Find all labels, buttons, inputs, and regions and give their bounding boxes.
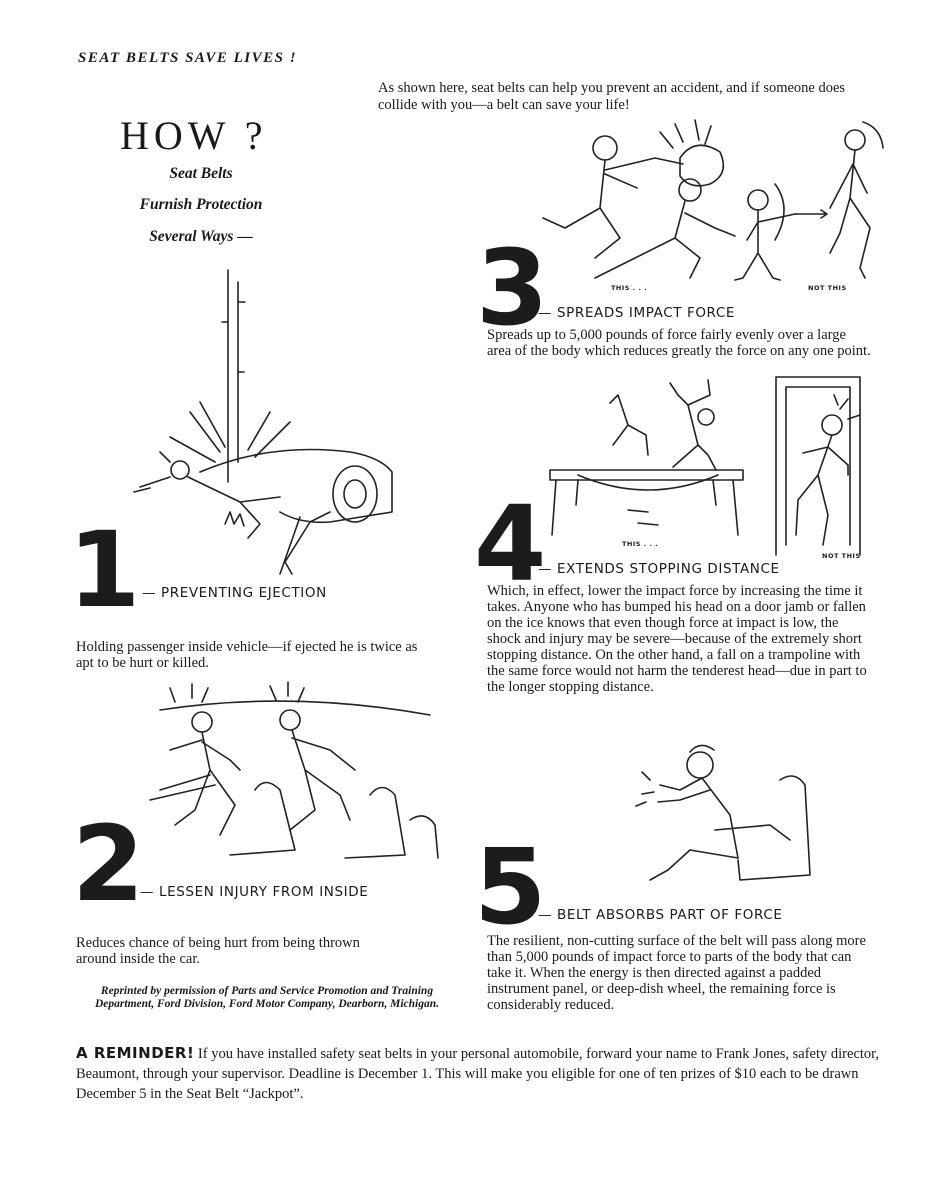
reminder-text: If you have installed safety seat belts in your personal automobile, forward your name to Frank Jones, safety director, Beaumont, through your supervisor. Deadline is December 1. This will make you eligible for one of ten prizes of $10 each to be drawn December 5 in the Seat Belt “Jackpot”. bbox=[76, 1046, 880, 1102]
subtitle-line-3: Several Ways — bbox=[149, 228, 253, 245]
section-1-heading: — PREVENTING EJECTION bbox=[142, 585, 327, 601]
section-3-heading: — SPREADS IMPACT FORCE bbox=[538, 305, 736, 321]
section-1-text: Holding passenger inside vehicle—if ejected he is twice as apt to be hurt or killed. bbox=[76, 639, 418, 671]
section-2-text: Reduces chance of being hurt from being thrown around inside the car. bbox=[76, 935, 360, 967]
section-4-number: 4 bbox=[474, 483, 547, 605]
section-2-number: 2 bbox=[72, 803, 145, 925]
reprint-credit: Reprinted by permission of Parts and Service Promotion and Training Department, Ford Division, Ford Motor Company, Dearborn, Michigan. bbox=[95, 985, 439, 1010]
ejection-illustration bbox=[130, 262, 400, 582]
page-title: HOW ? bbox=[120, 113, 268, 158]
section-1-number: 1 bbox=[68, 509, 141, 631]
caption-not-this-3: NOT THIS bbox=[808, 284, 847, 292]
intro-text: As shown here, seat belts can help you prevent an accident, and if someone does collide with you—a belt can save your life! bbox=[378, 80, 846, 113]
section-5-number: 5 bbox=[474, 826, 547, 948]
subtitle-line-2: Furnish Protection bbox=[139, 196, 263, 213]
section-5-heading: — BELT ABSORBS PART OF FORCE bbox=[538, 907, 783, 923]
belt-absorbs-illustration bbox=[620, 740, 820, 890]
reminder-label: A REMINDER! bbox=[76, 1044, 195, 1062]
slogan: SEAT BELTS SAVE LIVES ! bbox=[78, 50, 298, 66]
section-2-heading: — LESSEN INJURY FROM INSIDE bbox=[140, 884, 369, 900]
section-4-text: Which, in effect, lower the impact force by increasing the time it takes. Anyone who has bumped his head on a door jamb or fallen on the ice knows that even though force at impact is low, the shock and injury may be severe—because of the extremely short stopping distance. On the other hand, a fall on a trampoline with the same force would not harm the tenderest head—due in part to the longer stopping distance. bbox=[487, 583, 867, 695]
stopping-distance-illustration bbox=[548, 375, 868, 560]
caption-this-3: THIS . . . bbox=[611, 284, 648, 292]
impact-force-illustration bbox=[525, 118, 885, 293]
caption-not-this-4: NOT THIS bbox=[822, 552, 861, 560]
section-3-number: 3 bbox=[476, 227, 549, 349]
section-3-text: Spreads up to 5,000 pounds of force fairly evenly over a large area of the body which reduces greatly the force on any one point. bbox=[487, 327, 871, 359]
reminder bbox=[76, 1043, 886, 1104]
section-4-heading: — EXTENDS STOPPING DISTANCE bbox=[538, 561, 780, 577]
inside-injury-illustration bbox=[140, 680, 440, 860]
subtitle-line-1: Seat Belts bbox=[169, 165, 233, 182]
section-5-text: The resilient, non-cutting surface of the belt will pass along more than 5,000 pounds of impact force to parts of the body that can take it. When the energy is then directed against a padded instrument panel, or deep-dish wheel, the remaining force is considerably reduced. bbox=[487, 933, 866, 1013]
caption-this-4: THIS . . . bbox=[622, 540, 659, 548]
